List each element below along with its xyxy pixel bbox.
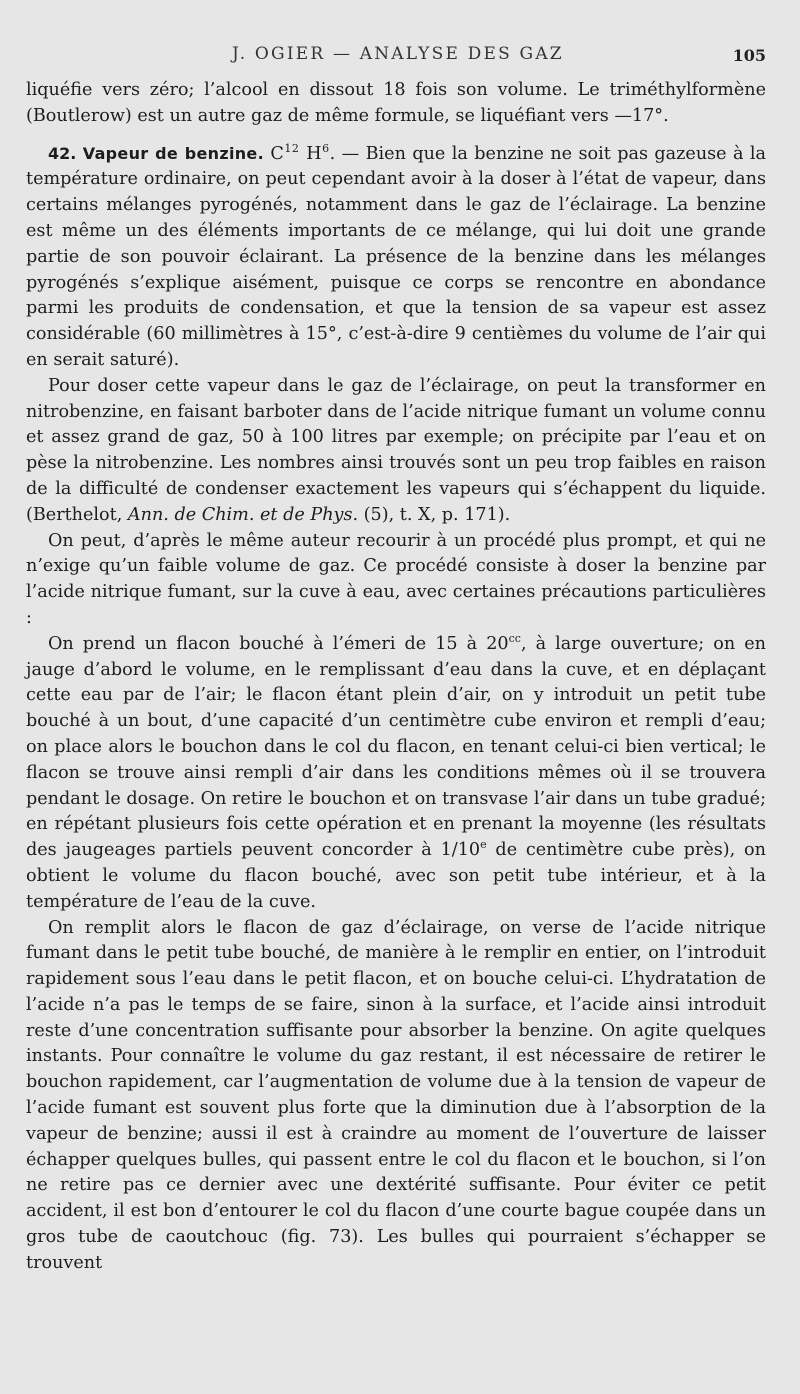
section-gap (26, 130, 766, 141)
paragraph-gaz-eclairage: On remplit alors le flacon de gaz d’éclairage, on verse de l’acide nitrique fumant dans le petit tube bouché, de manière à le remplir en entier, on l’introduit rapidement sous l’eau dans le petit flacon, et on bouche celui-ci. L’hydratation de l’acide n’a pas le temps de se faire, sinon à la surface, et l’acide ainsi introduit reste d’une concentration suffisante pour absorber la benzine. On agite quelques instants. Pour connaître le volume du gaz restant, il est nécessaire de retirer le bouchon rapidement, car l’augmentation de volume due à la tension de vapeur de l’acide fumant est souvent plus forte que la diminution due à l’absorption de la vapeur de benzine; aussi il est à craindre au moment de l’ouverture de laisser échapper quelques bulles, qui passent entre le col du flacon et le bouchon, si l’on ne retire pas ce dernier avec une dextérité suffisante. Pour éviter ce petit accident, il est bon d’entourer le col du flacon d’une courte bague coupée dans un gros tube de caoutchouc (fig. 73). Les bulles qui pourraient s’échapper se trouvent (26, 917, 766, 1273)
paragraph-procede-prompt: On peut, d’après le même auteur recourir à un procédé plus prompt, et qui ne n’exige qu’un faible volume de gaz. Ce procédé consiste à doser la benzine par l’acide nitrique fumant, sur la cuve à eau, avec certaines précautions particulières : (26, 530, 766, 628)
formula-hydrogen-subscript: 6 (322, 141, 330, 155)
running-head (0, 44, 800, 72)
section-42-text: . — Bien que la benzine ne soit pas gazeuse à la température ordinaire, on peut cependant avoir à la doser à l’état de vapeur, dans certains mélanges pyrogénés, notamment dans le gaz de l’éclairage. La benzine est même un des éléments importants de ce mélange, qui lui doit une grande partie de son pouvoir éclairant. La présence de la benzine dans les mélanges pyrogénés s’explique aisément, puisque ce corps se rencontre en abondance parmi les produits de condensation, et que la tension de sa vapeur est assez considérable (60 millimètres à 15°, c’est-à-dire 9 centièmes du volume de l’air qui en serait saturé). (26, 143, 767, 370)
paragraph-continuation: liquéfie vers zéro; l’alcool en dissout 18 fois son volume. Le triméthylformène (Boutlerow) est un autre gaz de même formule, se liquéfiant vers —17°. (26, 80, 766, 126)
section-number: 42. (48, 143, 77, 163)
paragraph-text: On prend un flacon bouché à l’émeri de 15 à 20 (48, 633, 509, 654)
running-title: J. OGIER — ANALYSE DES GAZ (232, 44, 564, 64)
paragraph-text: Pour doser cette vapeur dans le gaz de l’éclairage, on peut la transformer en nitrobenzine, en faisant barboter dans de l’acide nitrique fumant un volume connu et assez grand de gaz, 50 à 100 litres par exemple; on précipite par l’eau et on pèse la nitrobenzine. Les nombres ainsi trouvés sont un peu trop faibles en raison de la difficulté de condenser exactement les vapeurs qui s’échappent du liquide. (Berthelot, (26, 375, 766, 525)
formula-carbon-subscript: 12 (284, 141, 300, 155)
paragraph-text: , à large ouverture; on en jauge d’abord le volume, en le remplissant d’eau dans la cuve, et en déplaçant cette eau par de l’air; le flacon étant plein d’air, on y introduit un petit tube bouché à un bout, d’une capacité d’un centimètre cube environ et rempli d’eau; on place alors le bouchon dans le col du flacon, en tenant celui-ci bien vertical; le flacon se trouve ainsi rempli d’air dans les conditions mêmes où il se trouvera pendant le dosage. On retire le bouchon et on transvase l’air dans un tube gradué; en répétant plusieurs fois cette opération et en prenant la moyenne (les résultats des jaugeages partiels peuvent concorder à 1/10 (26, 633, 767, 861)
page-number: 105 (732, 46, 766, 65)
paragraph-flacon (26, 632, 766, 916)
formula-carbon: C (270, 143, 285, 164)
citation-volume: (5), t. X, p. 171). (358, 504, 511, 525)
section-title: Vapeur de benzine. (82, 143, 264, 163)
superscript-cc: cc (508, 631, 521, 645)
citation-journal: Ann. de Chim. et de Phys. (127, 504, 359, 525)
section-42-paragraph (26, 141, 766, 374)
paragraph-text: de centimètre cube près), on obtient le volume du flacon bouché, avec son petit tube intérieur, et à la température de l’eau de la cuve. (26, 840, 766, 912)
formula-hydrogen: H (299, 143, 323, 164)
superscript-e: e (480, 838, 487, 852)
chemical-formula (270, 141, 330, 164)
body-text (26, 78, 766, 1277)
paragraph-dosage-nitrobenzine (26, 374, 766, 529)
